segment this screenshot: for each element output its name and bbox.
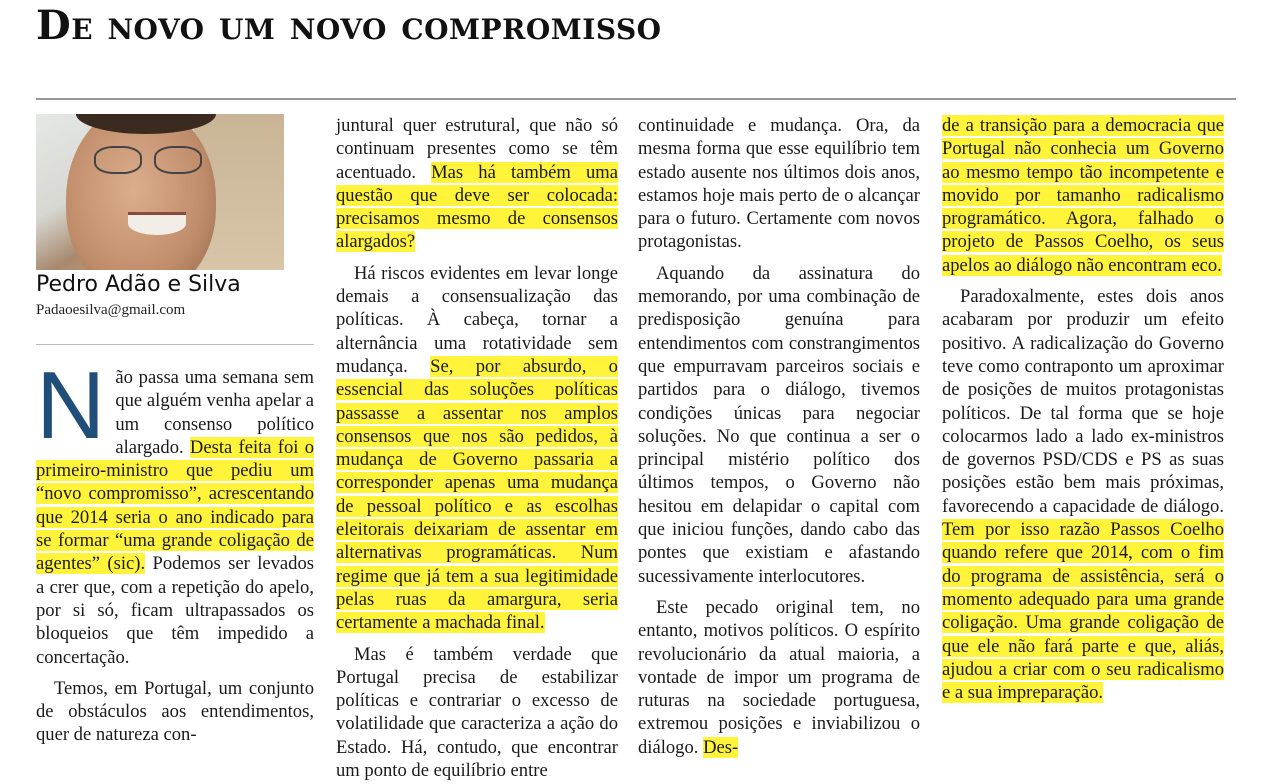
paragraph: Aquando da assinatura do memorando, por uma combinação de predisposição genuína para entendimentos com constrangimentos que empurravam parceiros sociais e partidos para o diálogo, tivemos condições únicas para negociar soluções. No que continua a ser o principal mistério político dos últimos tempos, o Governo não hesitou em delapidar o capital com que iniciou funções, dando cabo das pontes que existiam e afastando sucessivamente interlocutores. [638, 262, 920, 587]
paragraph: continuidade e mudança. Ora, da mesma forma que esse equilíbrio tem estado ausente nos últimos dois anos, estamos hoje mais perto de o alcançar para o futuro. Certamente com novos protagonistas. [638, 115, 920, 253]
paragraph: Temos, em Portugal, um conjunto de obstáculos aos entendimentos, quer de natureza con- [36, 677, 314, 746]
column-1 [36, 352, 315, 747]
text-run: juntural quer estrutural, que não só continuam presentes como se têm acentuado. [336, 115, 618, 183]
column-4 [942, 114, 1224, 704]
photo-smile [128, 212, 186, 235]
author-email[interactable]: Padaoesilva@gmail.com [36, 302, 186, 318]
highlighted-text: Mas há também uma questão que deve ser colocada: precisamos mesmo de consensos alargados? [336, 161, 618, 253]
header-rule [36, 98, 1236, 100]
photo-glasses-left [94, 146, 142, 174]
author-name: Pedro Adão e Silva [36, 272, 241, 297]
photo-glasses-right [154, 146, 202, 174]
column-3 [638, 114, 920, 759]
byline-rule [36, 344, 314, 345]
drop-cap: N [36, 352, 106, 459]
paragraph [942, 285, 1224, 704]
highlighted-text: de a transição para a democracia que Portugal não conhecia um Governo ao mesmo tempo tão incompetente e movido por tamanho radicalismo programático. Agora, falhado o projeto de Passos Coelho, os seus apelos ao diálogo não encontram eco. [942, 115, 1224, 276]
photo-face [66, 114, 216, 270]
highlighted-text: Tem por isso razão Passos Coelho quando refere que 2014, com o fim do programa de assistência, será o momento adequado para uma grande coligação. Uma grande coligação de que ele não fará parte e que, aliás, ajudou a criar com o seu radicalismo e a sua impreparação. [942, 519, 1224, 704]
headline: De novo um novo compromisso [36, 2, 662, 49]
author-photo [36, 114, 284, 270]
text-run: Podemos ser levados a crer que, com a repetição do apelo, por si só, ficam ultrapassados os bloqueios que têm impedido a concertação. [36, 553, 315, 668]
paragraph [638, 596, 920, 759]
text-run: Há riscos evidentes em levar longe demais a consensualização das políticas. À cabeça, tornar a alternância uma rotatividade sem mudança. [336, 262, 618, 377]
text-run: Paradoxalmente, estes dois anos acabaram por produzir um efeito positivo. A radicalização do Governo teve como contraponto um aproximar de posições de muitos protagonistas políticos. De tal forma que se hoje colocarmos lado a lado ex-ministros de governos PSD/CDS e PS as suas posições estão bem mais próximas, favorecendo a capacidade de diálogo. [942, 286, 1224, 517]
highlighted-text: Des- [703, 736, 739, 758]
text-run: Este pecado original tem, no entanto, motivos políticos. O espírito revolucionário da atual maioria, a vontade de impor um programa de ruturas na sociedade portuguesa, extremou posições e inviabilizou o diálogo. [638, 596, 920, 758]
paragraph [336, 262, 618, 635]
column-2 [336, 114, 618, 782]
paragraph [36, 352, 315, 669]
paragraph [336, 114, 618, 254]
text-run: ão passa uma semana sem que alguém venha apelar a um consenso político alargado. [115, 367, 314, 458]
highlighted-text: Desta feita foi o primeiro-ministro que pediu um “novo compromisso”, acrescentando que 2014 seria o ano indicado para se formar “uma grande coligação de agentes” (sic). [36, 436, 314, 575]
paragraph [942, 114, 1224, 277]
highlighted-text: Se, por absurdo, o essencial das soluções políticas passasse a assentar nos amplos consensos que nos são pedidos, à mudança de Governo passaria a corresponder apenas uma mudança de pessoal político e as escolhas eleitorais deixariam de assentar em alternativas programáticas. Num regime que já tem a sua legitimidade pelas ruas da amargura, seria certamente a machada final. [336, 355, 618, 634]
paragraph: Mas é também verdade que Portugal precisa de estabilizar políticas e contrariar o excesso de volatilidade que caracteriza a ação do Estado. Há, contudo, que encontrar um ponto de equilíbrio entre [336, 643, 618, 782]
